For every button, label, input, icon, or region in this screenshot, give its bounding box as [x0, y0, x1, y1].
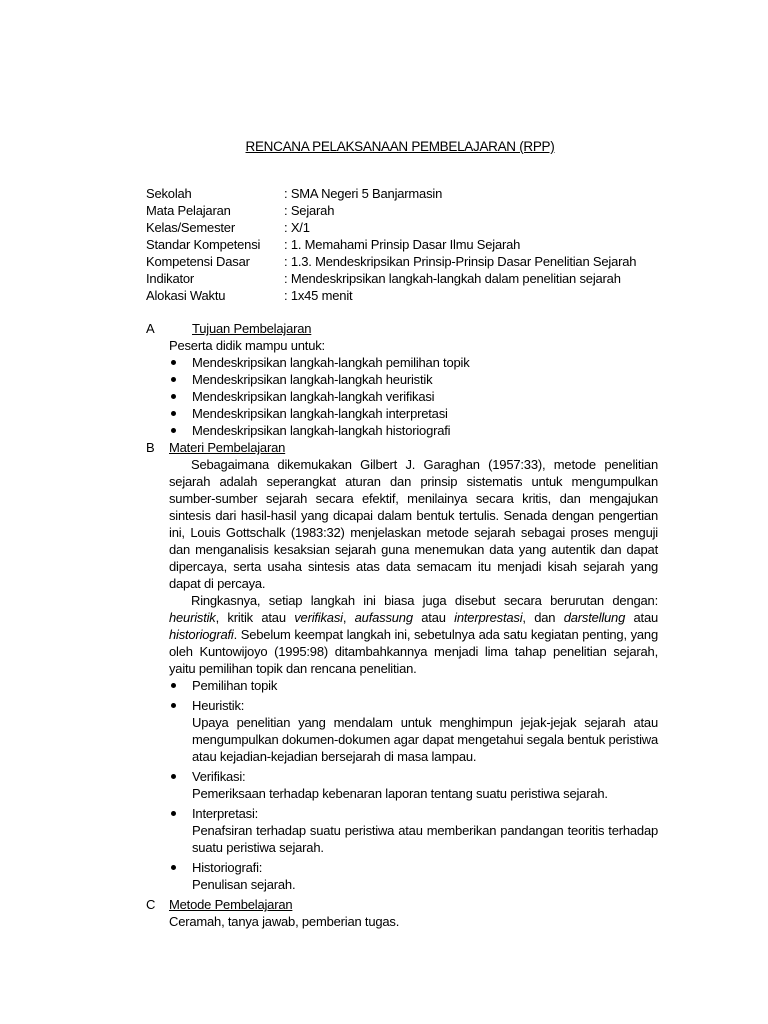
identity-row-class	[146, 219, 636, 236]
identity-label: Kelas/Semester	[146, 220, 235, 235]
section-letter: B	[146, 440, 155, 455]
list-item: Mendeskripsikan langkah-langkah verifikasi	[169, 388, 658, 405]
section-a-intro: Peserta didik mampu untuk:	[169, 338, 325, 353]
paragraph-text: atau	[625, 610, 659, 625]
identity-value: : Mendeskripsikan langkah-langkah dalam penelitian sejarah	[284, 271, 621, 286]
step-description: Penafsiran terhadap suatu peristiwa atau memberikan pandangan teoritis terhadap suatu peristiwa sejarah.	[192, 823, 658, 855]
step-name: Pemilihan topik	[192, 678, 278, 693]
list-item	[169, 677, 658, 694]
list-item	[169, 805, 658, 856]
paragraph-text: , kritik atau	[215, 610, 295, 625]
paragraph-text: atau	[412, 610, 455, 625]
section-letter: C	[146, 897, 156, 912]
list-item: Mendeskripsikan langkah-langkah historiografi	[169, 422, 658, 439]
identity-row-competency	[146, 253, 636, 270]
list-item: Mendeskripsikan langkah-langkah heuristik	[169, 371, 658, 388]
section-c-heading	[146, 896, 658, 913]
step-description: Penulisan sejarah.	[192, 877, 296, 892]
section-title: Metode Pembelajaran	[169, 897, 293, 912]
identity-label: Indikator	[146, 271, 195, 286]
section-title: Materi Pembelajaran	[169, 440, 286, 455]
identity-label: Alokasi Waktu	[146, 288, 226, 303]
section-b-heading	[146, 439, 658, 456]
paragraph-text: ,	[342, 610, 355, 625]
term-italic: verifikasi	[294, 610, 343, 625]
identity-label: Sekolah	[146, 186, 192, 201]
research-steps-list	[169, 677, 658, 893]
list-item	[169, 697, 658, 765]
document-title: RENCANA PELAKSANAAN PEMBELAJARAN (RPP)	[245, 139, 555, 154]
identity-value: : SMA Negeri 5 Banjarmasin	[284, 186, 443, 201]
section-letter: A	[146, 321, 155, 336]
identity-value: : 1.3. Mendeskripsikan Prinsip-Prinsip Dasar Penelitian Sejarah	[284, 254, 637, 269]
section-title: Tujuan Pembelajaran	[192, 321, 312, 336]
document-body	[146, 320, 658, 930]
identity-label: Kompetensi Dasar	[146, 254, 250, 269]
term-italic: interprestasi	[454, 610, 523, 625]
paragraph-text: Ringkasnya, setiap langkah ini biasa juga disebut secara berurutan dengan:	[191, 593, 658, 608]
identity-row-school	[146, 185, 636, 202]
identity-value: : Sejarah	[284, 203, 335, 218]
step-name: Interpretasi:	[192, 806, 259, 821]
step-name: Heuristik:	[192, 698, 245, 713]
paragraph-text: . Sebelum keempat langkah ini, sebetulnya ada satu kegiatan penting, yang oleh Kuntowijoyo (1995:98) ditambahkannya menjadi lima tahap penelitian sejarah, yaitu pemilihan topik dan rencana penelitian.	[169, 627, 658, 676]
step-name: Verifikasi:	[192, 769, 246, 784]
paragraph	[169, 592, 658, 677]
paragraph-text: Sebagaimana dikemukakan Gilbert J. Garaghan (1957:33), metode penelitian sejarah adalah seperangkat aturan dan prinsip sistematis untuk mengumpulkan sumber-sumber sejarah secara efektif, menilainya secara kritis, dan mengajukan sintesis dari hasil-hasil yang dicapai dalam bentuk tertulis. Senada dengan pengertian ini, Louis Gottschalk (1983:32) menjelaskan metode sejarah sebagai proses menguji dan menganalisis kesaksian sejarah guna menemukan data yang autentik dan dapat dipercaya, serta usaha sintesis atas data semacam itu menjadi kisah sejarah yang dapat di percaya.	[169, 457, 658, 591]
step-description: Pemeriksaan terhadap kebenaran laporan tentang suatu peristiwa sejarah.	[192, 786, 608, 801]
paragraph	[169, 456, 658, 592]
identity-row-subject	[146, 202, 636, 219]
identity-value: : 1x45 menit	[284, 288, 353, 303]
step-name: Historiografi:	[192, 860, 263, 875]
paragraph-text: , dan	[522, 610, 564, 625]
objectives-list	[169, 354, 658, 439]
term-italic: historiografi	[169, 627, 234, 642]
step-description: Upaya penelitian yang mendalam untuk menghimpun jejak-jejak sejarah atau mengumpulkan dokumen-dokumen agar dapat mengetahui segala bentuk peristiwa atau kejadian-kejadian bersejarah di masa lampau.	[192, 715, 658, 764]
identity-row-standard	[146, 236, 636, 253]
identity-label: Mata Pelajaran	[146, 203, 231, 218]
term-italic: aufassung	[354, 610, 413, 625]
identity-value: : 1. Memahami Prinsip Dasar Ilmu Sejarah	[284, 237, 521, 252]
identity-row-time	[146, 287, 636, 304]
section-c-text: Ceramah, tanya jawab, pemberian tugas.	[169, 914, 400, 929]
section-a-heading	[146, 320, 658, 337]
list-item	[169, 859, 658, 893]
term-italic: darstellung	[563, 610, 626, 625]
list-item: Mendeskripsikan langkah-langkah pemilihan topik	[169, 354, 658, 371]
identity-table	[146, 185, 636, 304]
term-italic: heuristik	[169, 610, 216, 625]
identity-row-indicator	[146, 270, 636, 287]
identity-label: Standar Kompetensi	[146, 237, 261, 252]
list-item: Mendeskripsikan langkah-langkah interpretasi	[169, 405, 658, 422]
list-item	[169, 768, 658, 802]
identity-value: : X/1	[284, 220, 310, 235]
